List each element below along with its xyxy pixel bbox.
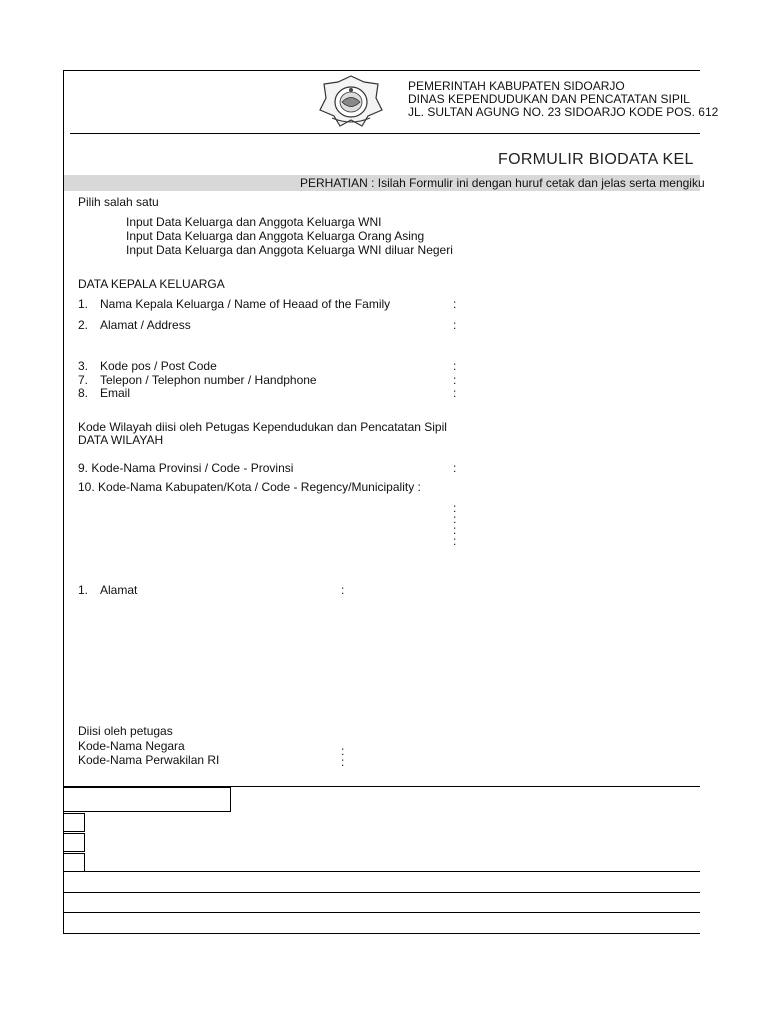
field-separator: : (453, 512, 457, 526)
field-number: 8. (78, 386, 89, 400)
field-alamat-label: Alamat / Address (100, 318, 191, 332)
sidoarjo-emblem-icon (318, 74, 384, 128)
choose-label: Pilih salah satu (78, 195, 159, 209)
field-separator: : (453, 359, 457, 373)
field-separator: : (341, 755, 345, 769)
petugas-heading: Diisi oleh petugas (78, 724, 173, 738)
field-separator: : (453, 318, 457, 332)
checkbox[interactable] (63, 813, 85, 832)
header-department: DINAS KEPENDUDUKAN DAN PENCATATAN SIPIL (408, 92, 690, 106)
header-address: JL. SULTAN AGUNG NO. 23 SIDOARJO KODE POS. 612 (408, 105, 719, 119)
field-alamat-luar-label: Alamat (100, 583, 138, 597)
field-number: 2. (78, 318, 89, 332)
table-row-line (63, 892, 700, 893)
header-divider (70, 133, 700, 134)
field-separator: : (453, 461, 457, 475)
kepala-heading: DATA KEPALA KELUARGA (78, 277, 225, 291)
field-provinsi-label: 9. Kode-Nama Provinsi / Code - Provinsi (78, 461, 294, 475)
header-government: PEMERINTAH KABUPATEN SIDOARJO (408, 79, 625, 93)
field-separator: : (453, 501, 457, 515)
field-separator: : (453, 297, 457, 311)
wilayah-note: Kode Wilayah diisi oleh Petugas Kependudukan dan Pencatatan Sipil (78, 420, 447, 434)
option-wni[interactable]: Input Data Keluarga dan Anggota Keluarga WNI (126, 215, 382, 229)
field-number: 1. (78, 297, 89, 311)
bottom-label-box[interactable] (63, 787, 231, 812)
field-separator: : (453, 534, 457, 548)
table-row-line (63, 871, 700, 872)
field-kabupaten-label: 10. Kode-Nama Kabupaten/Kota / Code - Regency/Municipality : (78, 480, 421, 494)
field-separator: : (453, 373, 457, 387)
field-telepon-label: Telepon / Telephon number / Handphone (100, 373, 317, 387)
form-title: FORMULIR BIODATA KEL (498, 151, 694, 168)
field-number: 1. (78, 583, 89, 597)
form-top-border (63, 70, 700, 71)
table-row-line (63, 933, 700, 934)
option-orang-asing[interactable]: Input Data Keluarga dan Anggota Keluarga Orang Asing (126, 229, 425, 243)
field-kode-negara-label: Kode-Nama Negara (78, 739, 185, 753)
table-row-line (63, 912, 700, 913)
notice-text: PERHATIAN : Isilah Formulir ini dengan huruf cetak dan jelas serta mengiku (300, 176, 705, 190)
field-separator: : (341, 744, 345, 758)
field-separator: : (453, 386, 457, 400)
checkbox[interactable] (63, 853, 85, 872)
checkbox[interactable] (63, 833, 85, 852)
field-nama-kepala-label: Nama Kepala Keluarga / Name of Heaad of the Family (100, 297, 391, 311)
field-number: 3. (78, 359, 89, 373)
field-number: 7. (78, 373, 89, 387)
option-wni-luar-negeri[interactable]: Input Data Keluarga dan Anggota Keluarga WNI diluar Negeri (126, 243, 453, 257)
field-kode-pos-label: Kode pos / Post Code (100, 359, 217, 373)
field-separator: : (341, 583, 345, 597)
field-email-label: Email (100, 386, 131, 400)
field-kode-perwakilan-label: Kode-Nama Perwakilan RI (78, 753, 220, 767)
wilayah-heading: DATA WILAYAH (78, 433, 164, 447)
field-separator: : (453, 523, 457, 537)
